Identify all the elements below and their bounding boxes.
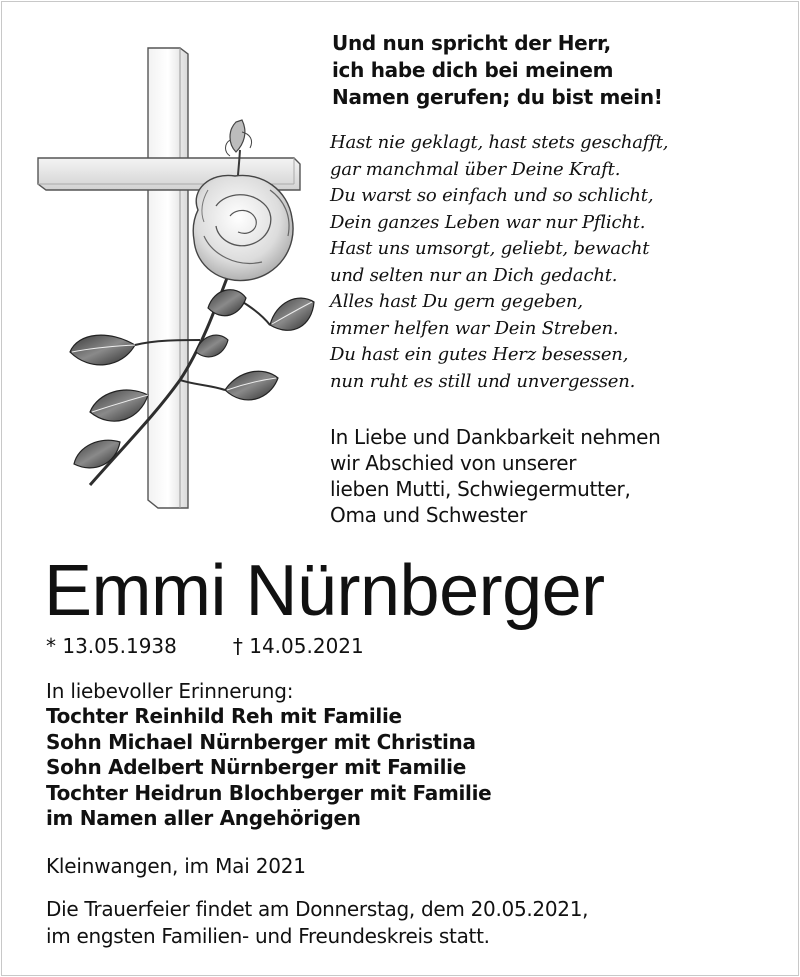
- poem-line: und selten nur an Dich gedacht.: [330, 264, 618, 286]
- poem-line: Du warst so einfach und so schlicht,: [330, 185, 654, 206]
- birth-date: * 13.05.1938: [46, 634, 177, 658]
- service-line: Die Trauerfeier findet am Donnerstag, dem 20.05.2021,: [46, 897, 589, 921]
- death-date: † 14.05.2021: [232, 634, 364, 658]
- bible-verse: [332, 30, 663, 111]
- intro-line: Oma und Schwester: [330, 503, 527, 527]
- verse-line: Namen gerufen; du bist mein!: [332, 85, 663, 109]
- mourner-line: Tochter Heidrun Blochberger mit Familie: [46, 780, 492, 805]
- farewell-intro: [330, 424, 661, 528]
- mourners-list: [46, 704, 491, 832]
- poem-line: Du hast ein gutes Herz besessen,: [330, 344, 629, 365]
- funeral-service-info: [46, 896, 588, 950]
- place-and-date: Kleinwangen, im Mai 2021: [46, 854, 306, 878]
- verse-line: ich habe dich bei meinem: [332, 58, 614, 82]
- cross-shape: [38, 48, 300, 508]
- intro-line: wir Abschied von unserer: [330, 451, 577, 475]
- mourner-line: Tochter Reinhild Reh mit Familie: [46, 704, 402, 728]
- poem-line: Hast nie geklagt, hast stets geschafft,: [330, 132, 669, 153]
- mourner-line: Sohn Michael Nürnberger mit Christina: [46, 729, 476, 754]
- mourner-line: im Namen aller Angehörigen: [46, 806, 361, 830]
- cross-with-rose-icon: [30, 40, 320, 520]
- life-dates: [46, 632, 364, 660]
- intro-line: lieben Mutti, Schwiegermutter,: [330, 477, 631, 501]
- deceased-name: Emmi Nürnberger: [44, 551, 605, 631]
- poem-line: immer helfen war Dein Streben.: [330, 317, 619, 339]
- poem-line: Dein ganzes Leben war nur Pflicht.: [330, 211, 646, 233]
- memory-heading: In liebevoller Erinnerung:: [46, 679, 294, 703]
- verse-line: Und nun spricht der Herr,: [332, 31, 611, 55]
- poem-line: nun ruht es still und unvergessen.: [330, 370, 636, 392]
- mourner-line: Sohn Adelbert Nürnberger mit Familie: [46, 755, 466, 779]
- poem: [330, 130, 668, 395]
- poem-line: Hast uns umsorgt, geliebt, bewacht: [330, 238, 650, 259]
- intro-line: In Liebe und Dankbarkeit nehmen: [330, 425, 661, 449]
- service-line: im engsten Familien- und Freundeskreis statt.: [46, 924, 490, 948]
- poem-line: gar manchmal über Deine Kraft.: [330, 158, 621, 180]
- poem-line: Alles hast Du gern gegeben,: [330, 291, 583, 312]
